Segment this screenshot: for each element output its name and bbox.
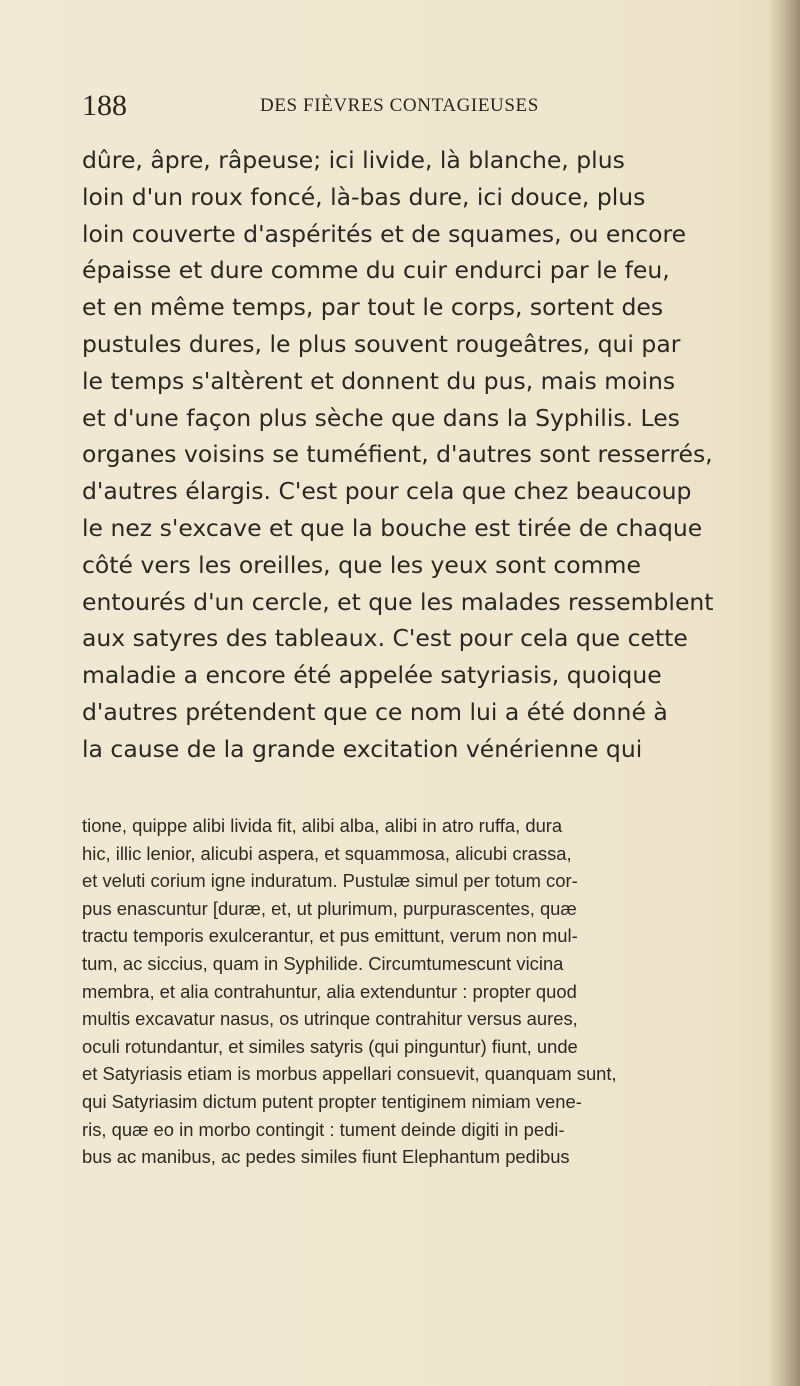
french-translation-paragraph — [82, 142, 758, 768]
text-line: dûre, âpre, râpeuse; ici livide, là blanche, plus — [82, 146, 625, 174]
text-line: épaisse et dure comme du cuir endurci par le feu, — [82, 256, 670, 285]
text-line: et en même temps, par tout le corps, sortent des — [82, 293, 664, 322]
text-line: multis excavatur nasus, os utrinque contrahitur versus aures, — [82, 1008, 578, 1030]
page-number: 188 — [82, 89, 127, 122]
text-line: d'autres élargis. C'est pour cela que chez beaucoup — [82, 477, 692, 506]
text-line: la cause de la grande excitation vénérienne qui — [82, 734, 643, 763]
latin-footnote-paragraph — [82, 812, 758, 1171]
text-line: le nez s'excave et que la bouche est tirée de chaque — [82, 513, 703, 542]
page-header — [82, 88, 762, 124]
text-line: membra, et alia contrahuntur, alia extenduntur : propter quod — [82, 980, 577, 1002]
text-line: bus ac manibus, ac pedes similes fiunt Elephantum pedibus — [82, 1146, 570, 1168]
text-line: maladie a encore été appelée satyriasis, quoique — [82, 661, 662, 690]
text-line: et d'une façon plus sèche que dans la Syphilis. Les — [82, 403, 680, 432]
text-line: loin couverte d'aspérités et de squames, ou encore — [82, 219, 687, 248]
text-line: ris, quæ eo in morbo contingit : tument deinde digiti in pedi- — [82, 1118, 565, 1140]
text-line: tractu temporis exulcerantur, et pus emittunt, verum non mul- — [82, 925, 578, 947]
text-line: et Satyriasis etiam is morbus appellari consuevit, quanquam sunt, — [82, 1063, 617, 1085]
text-line: oculi rotundantur, et similes satyris (qui pinguntur) fiunt, unde — [82, 1035, 578, 1057]
text-line: tum, ac siccius, quam in Syphilide. Circumtumescunt vicina — [82, 952, 564, 974]
text-line: pustules dures, le plus souvent rougeâtres, qui par — [82, 329, 681, 358]
text-line: pus enascuntur [duræ, et, ut plurimum, purpurascentes, quæ — [82, 897, 577, 919]
text-line: entourés d'un cercle, et que les malades ressemblent — [82, 587, 714, 616]
running-head: DES FIÈVRES CONTAGIEUSES — [260, 95, 539, 116]
text-line: tione, quippe alibi livida fit, alibi alba, alibi in atro ruffa, dura — [82, 815, 563, 836]
text-line: aux satyres des tableaux. C'est pour cela que cette — [82, 624, 688, 653]
page-edge-shadow — [768, 0, 800, 1386]
text-line: le temps s'altèrent et donnent du pus, mais moins — [82, 366, 676, 395]
text-line: qui Satyriasim dictum putent propter tentiginem nimiam vene- — [82, 1090, 582, 1112]
text-line: loin d'un roux foncé, là-bas dure, ici douce, plus — [82, 182, 646, 211]
text-line: côté vers les oreilles, que les yeux sont comme — [82, 550, 641, 579]
text-line: organes voisins se tuméfient, d'autres sont resserrés, — [82, 440, 713, 469]
text-line: hic, illic lenior, alicubi aspera, et squammosa, alicubi crassa, — [82, 842, 572, 864]
text-line: d'autres prétendent que ce nom lui a été donné à — [82, 697, 668, 726]
text-line: et veluti corium igne induratum. Pustulæ simul per totum cor- — [82, 870, 578, 892]
